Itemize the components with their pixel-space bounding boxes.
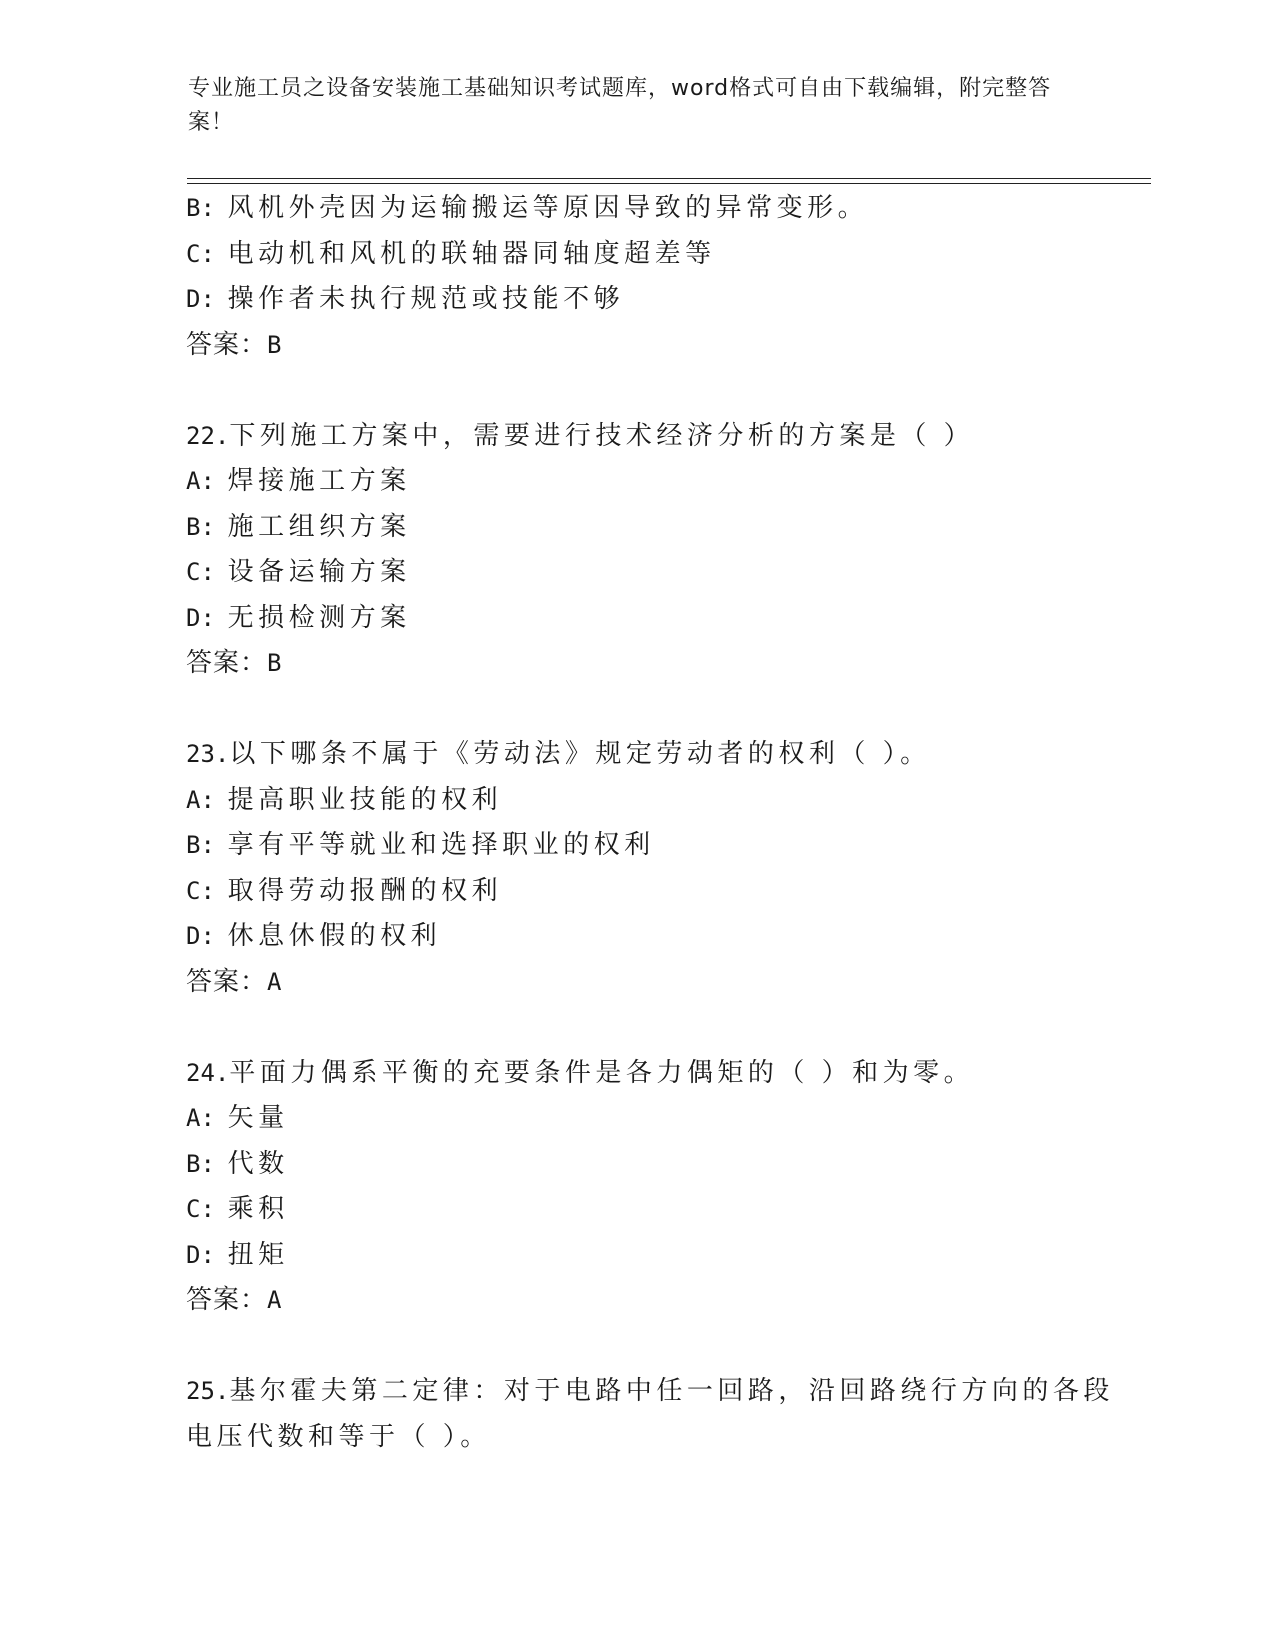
spacer xyxy=(186,687,1146,733)
option-text: 提高职业技能的权利 xyxy=(227,784,503,815)
option-text: 风机外壳因为运输搬运等原因导致的异常变形。 xyxy=(227,193,869,223)
option-text: 扭矩 xyxy=(227,1239,289,1270)
option-row xyxy=(186,1233,1146,1279)
spacer xyxy=(186,368,1146,414)
question-number: 23. xyxy=(186,740,230,768)
option-row xyxy=(186,277,1146,323)
option-key: B: xyxy=(186,512,215,541)
header-divider-top xyxy=(187,178,1151,179)
option-text: 取得劳动报酬的权利 xyxy=(227,875,503,906)
document-header xyxy=(188,72,1088,140)
option-text: 焊接施工方案 xyxy=(227,466,411,496)
answer-label: 答案： xyxy=(186,966,268,997)
option-key: B: xyxy=(186,831,215,859)
option-text: 代数 xyxy=(227,1148,289,1179)
option-row xyxy=(186,505,1146,551)
header-divider-bottom xyxy=(187,183,1151,184)
option-row xyxy=(186,1096,1146,1142)
option-key: A: xyxy=(186,785,215,814)
option-row xyxy=(186,869,1146,915)
option-row xyxy=(186,778,1146,824)
option-row xyxy=(186,232,1146,278)
option-key: D: xyxy=(186,922,215,950)
option-key: A: xyxy=(186,1104,215,1132)
option-text: 设备运输方案 xyxy=(227,557,411,587)
question-text: 基尔霍夫第二定律：对于电路中任一回路，沿回路绕行方向的各段 xyxy=(229,1376,1114,1406)
option-key: B: xyxy=(186,194,215,222)
question-stem xyxy=(186,414,1146,460)
header-title: 专业施工员之设备安装施工基础知识考试题库，word格式可自由下载编辑，附完整答案！ xyxy=(188,76,1052,135)
option-key: A: xyxy=(186,467,215,495)
option-key: C: xyxy=(186,558,215,586)
question-number: 24. xyxy=(186,1058,230,1087)
option-text: 操作者未执行规范或技能不够 xyxy=(227,284,625,314)
question-text: 电压代数和等于（ ）。 xyxy=(186,1421,491,1452)
question-stem xyxy=(186,732,1146,778)
answer-value: B xyxy=(267,330,283,359)
option-row xyxy=(186,914,1146,960)
question-number: 22. xyxy=(186,421,230,450)
option-row xyxy=(186,459,1146,505)
option-key: B: xyxy=(186,1149,215,1178)
question-block-21 xyxy=(186,186,1146,368)
option-text: 无损检测方案 xyxy=(227,602,411,633)
answer-value: A xyxy=(267,1286,283,1314)
question-list xyxy=(186,186,1146,1460)
question-block-24 xyxy=(186,1051,1146,1324)
answer-value: B xyxy=(267,649,283,677)
option-text: 施工组织方案 xyxy=(227,511,411,542)
option-text: 享有平等就业和选择职业的权利 xyxy=(227,830,655,860)
question-block-25 xyxy=(186,1369,1146,1460)
option-key: C: xyxy=(186,876,215,905)
answer-value: A xyxy=(267,967,283,996)
option-row xyxy=(186,823,1146,869)
question-text: 平面力偶系平衡的充要条件是各力偶矩的（ ）和为零。 xyxy=(229,1057,975,1088)
option-key: D: xyxy=(186,603,215,632)
question-text: 下列施工方案中，需要进行技术经济分析的方案是（ ） xyxy=(229,420,975,451)
option-key: D: xyxy=(186,1240,215,1269)
question-block-23 xyxy=(186,732,1146,1005)
question-stem xyxy=(186,1369,1146,1415)
question-text: 以下哪条不属于《劳动法》规定劳动者的权利（ ）。 xyxy=(229,739,931,769)
answer-label: 答案： xyxy=(186,648,268,678)
answer-label: 答案： xyxy=(186,1285,268,1315)
option-text: 休息休假的权利 xyxy=(227,921,442,951)
answer-row xyxy=(186,641,1146,687)
option-key: C: xyxy=(186,1195,215,1223)
answer-row xyxy=(186,1278,1146,1324)
option-row xyxy=(186,1187,1146,1233)
question-block-22 xyxy=(186,414,1146,687)
question-stem xyxy=(186,1051,1146,1097)
option-row xyxy=(186,1142,1146,1188)
option-text: 矢量 xyxy=(227,1103,289,1133)
option-text: 乘积 xyxy=(227,1194,289,1224)
option-row xyxy=(186,596,1146,642)
option-key: D: xyxy=(186,285,215,313)
spacer xyxy=(186,1005,1146,1051)
question-stem-continued xyxy=(186,1415,1146,1461)
answer-label: 答案： xyxy=(186,329,268,360)
answer-row xyxy=(186,960,1146,1006)
spacer xyxy=(186,1324,1146,1370)
option-key: C: xyxy=(186,239,215,268)
option-text: 电动机和风机的联轴器同轴度超差等 xyxy=(227,238,716,269)
option-row xyxy=(186,186,1146,232)
option-row xyxy=(186,550,1146,596)
answer-row xyxy=(186,323,1146,369)
question-number: 25. xyxy=(186,1377,230,1405)
